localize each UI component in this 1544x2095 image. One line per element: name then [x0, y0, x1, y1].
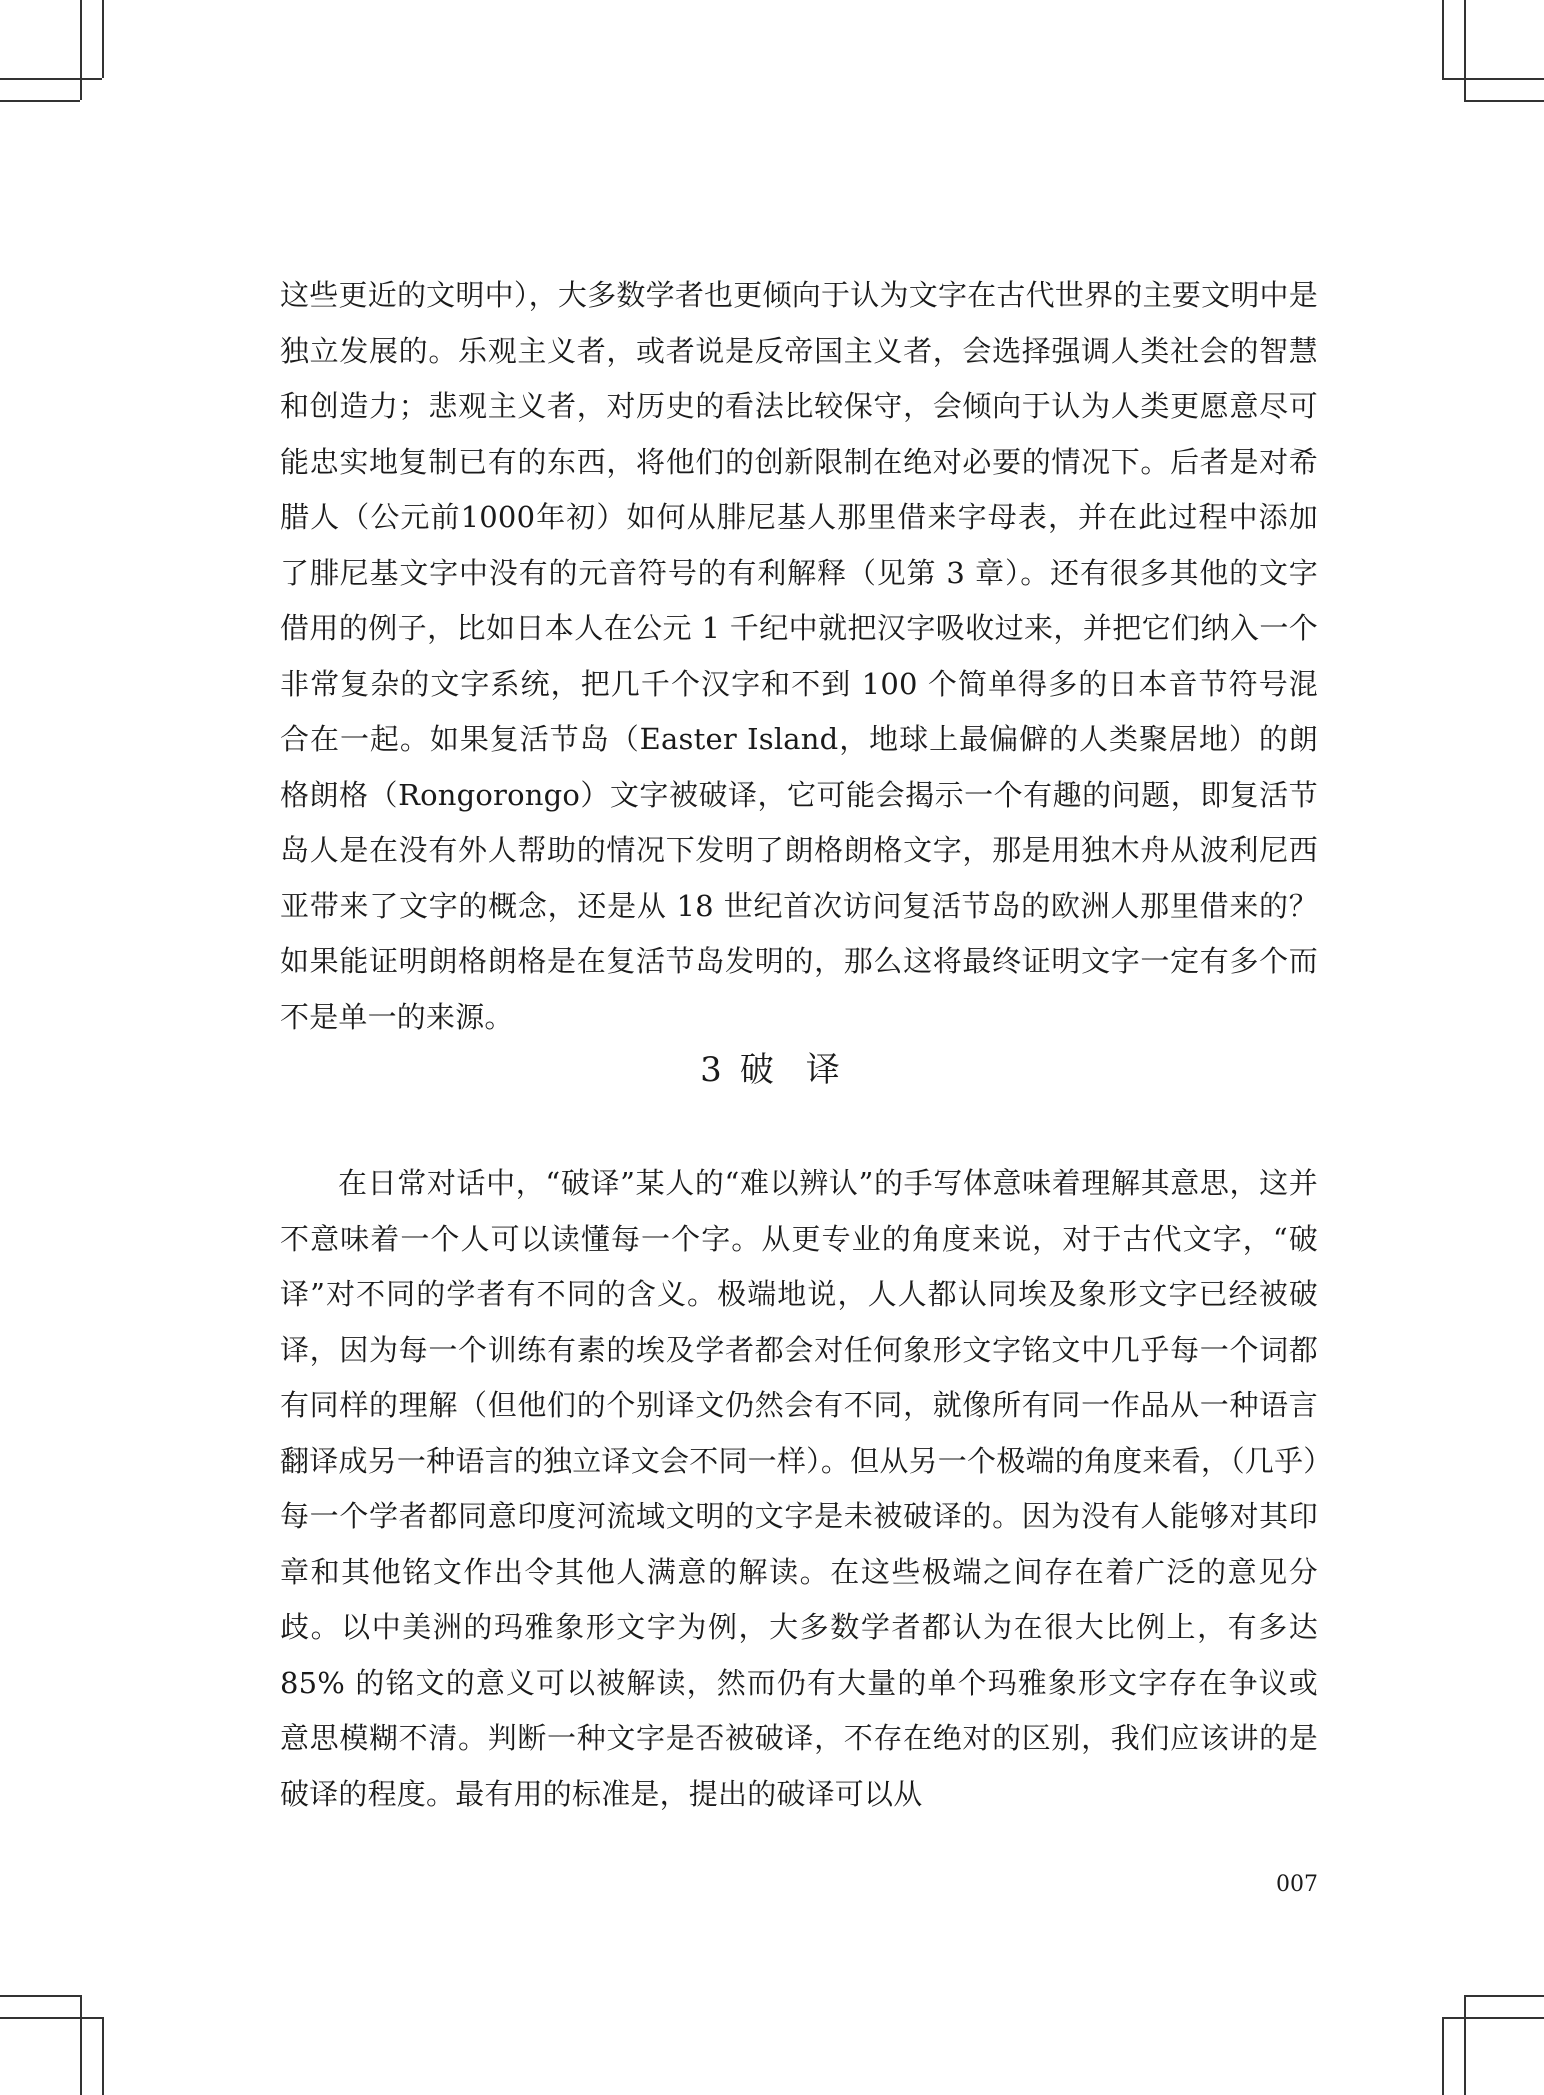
crop-mark-top-left-horizontal — [0, 78, 102, 80]
chapter-title-char-1: 破 — [739, 1050, 778, 1090]
crop-mark-bottom-right-vertical-2 — [1464, 1995, 1466, 2095]
crop-mark-top-right-vertical-2 — [1464, 0, 1466, 100]
body-text-chapter — [280, 1156, 1318, 1822]
crop-mark-bottom-left-horizontal — [0, 1995, 80, 1997]
crop-mark-top-right-horizontal-2 — [1464, 100, 1544, 102]
chapter-heading — [0, 1042, 1544, 1098]
crop-mark-top-right-horizontal — [1442, 78, 1544, 80]
crop-mark-bottom-left-horizontal-2 — [0, 2017, 102, 2019]
crop-mark-bottom-left-vertical — [80, 1995, 82, 2095]
paragraph: 在日常对话中，“破译”某人的“难以辨认”的手写体意味着理解其意思，这并不意味着一个人可以读懂每一个字。从更专业的角度来说，对于古代文字，“破译”对不同的学者有不同的含义。极端地说，人人都认同埃及象形文字已经被破译，因为每一个训练有素的埃及学者都会对任何象形文字铭文中几乎每一个词都有同样的理解（但他们的个别译文仍然会有不同，就像所有同一作品从一种语言翻译成另一种语言的独立译文会不同一样）。但从另一个极端的角度来看，（几乎）每一个学者都同意印度河流域文明的文字是未被破译的。因为没有人能够对其印章和其他铭文作出令其他人满意的解读。在这些极端之间存在着广泛的意见分歧。以中美洲的玛雅象形文字为例，大多数学者都认为在很大比例上，有多达 85% 的铭文的意义可以被解读，然而仍有大量的单个玛雅象形文字存在争议或意思模糊不清。判断一种文字是否被破译，不存在绝对的区别，我们应该讲的是破译的程度。最有用的标准是，提出的破译可以从 — [280, 1166, 1318, 1811]
page-number: 007 — [1276, 1872, 1318, 1897]
crop-mark-top-left-vertical-2 — [102, 0, 104, 78]
crop-mark-bottom-right-vertical — [1442, 2017, 1444, 2095]
paragraph: 这些更近的文明中），大多数学者也更倾向于认为文字在古代世界的主要文明中是独立发展的。乐观主义者，或者说是反帝国主义者，会选择强调人类社会的智慧和创造力；悲观主义者，对历史的看法比较保守，会倾向于认为人类更愿意尽可能忠实地复制已有的东西，将他们的创新限制在绝对必要的情况下。后者是对希腊人（公元前1000年初）如何从腓尼基人那里借来字母表，并在此过程中添加了腓尼基文字中没有的元音符号的有利解释（见第 3 章）。还有很多其他的文字借用的例子，比如日本人在公元 1 千纪中就把汉字吸收过来，并把它们纳入一个非常复杂的文字系统，把几千个汉字和不到 100 个简单得多的日本音节符号混合在一起。如果复活节岛（Easter Island，地球上最偏僻的人类聚居地）的朗格朗格（Rongorongo）文字被破译，它可能会揭示一个有趣的问题，即复活节岛人是在没有外人帮助的情况下发明了朗格朗格文字，那是用独木舟从波利尼西亚带来了文字的概念，还是从 18 世纪首次访问复活节岛的欧洲人那里借来的？如果能证明朗格朗格是在复活节岛发明的，那么这将最终证明文字一定有多个而不是单一的来源。 — [280, 278, 1318, 1034]
crop-mark-bottom-left-vertical-2 — [102, 2017, 104, 2095]
crop-mark-bottom-right-horizontal-2 — [1442, 2017, 1544, 2019]
body-text-continued — [280, 268, 1318, 1045]
crop-mark-top-left-vertical — [80, 0, 82, 100]
crop-mark-bottom-right-horizontal — [1464, 1995, 1544, 1997]
crop-mark-top-left-horizontal-2 — [0, 100, 80, 102]
crop-mark-top-right-vertical — [1442, 0, 1444, 78]
chapter-title-char-2: 译 — [805, 1050, 844, 1090]
chapter-number: 3 — [700, 1050, 726, 1090]
